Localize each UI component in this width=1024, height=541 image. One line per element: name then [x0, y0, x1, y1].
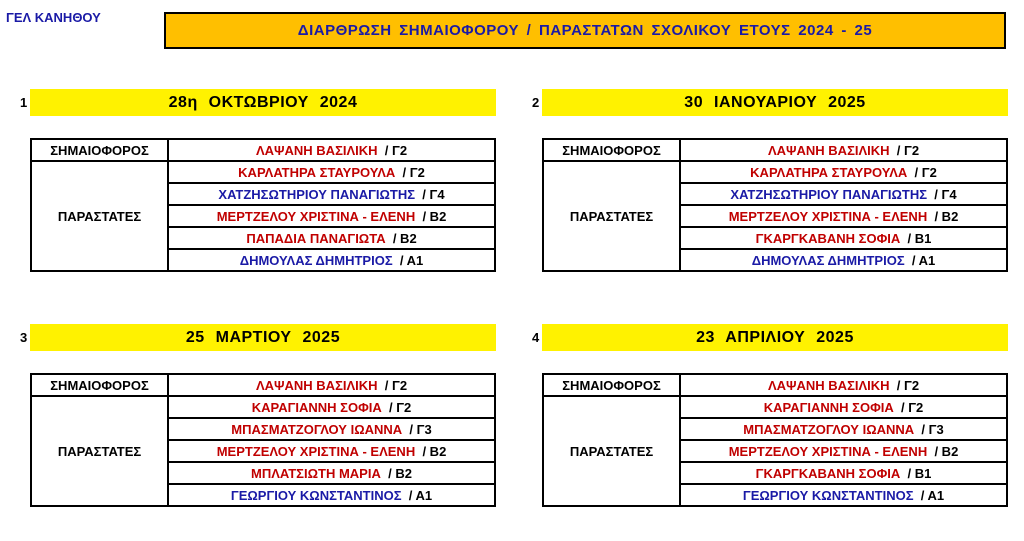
- section-number: 1: [20, 95, 28, 110]
- person-class: / Γ2: [384, 377, 408, 393]
- person-name: ΓΚΑΡΓΚΑΒΑΝΗ ΣΟΦΙΑ: [755, 230, 901, 246]
- escorts-label: ΠΑΡΑΣΤΑΤΕΣ: [31, 161, 168, 271]
- person-name: ΜΕΡΤΖΕΛΟΥ ΧΡΙΣΤΙΝΑ - ΕΛΕΝΗ: [216, 443, 416, 459]
- section-number: 2: [532, 95, 540, 110]
- person-name: ΓΕΩΡΓΙΟΥ ΚΩΝΣΤΑΝΤΙΝΟΣ: [230, 487, 402, 503]
- person-class: / Β2: [934, 443, 959, 459]
- person-name: ΚΑΡΛΑΤΗΡΑ ΣΤΑΥΡΟΥΛΑ: [238, 164, 396, 180]
- person-name: ΠΑΠΑΔΙΑ ΠΑΝΑΓΙΩΤΑ: [246, 230, 386, 246]
- person-name: ΧΑΤΖΗΣΩΤΗΡΙΟΥ ΠΑΝΑΓΙΩΤΗΣ: [730, 186, 928, 202]
- person-class: / Β1: [907, 230, 932, 246]
- person-cell: [680, 205, 1007, 227]
- flag-bearer-row: [543, 139, 1007, 161]
- person-class: / Β1: [907, 465, 932, 481]
- person-class: / Γ2: [901, 399, 924, 415]
- person-name: ΜΕΡΤΖΕΛΟΥ ΧΡΙΣΤΙΝΑ - ΕΛΕΝΗ: [216, 208, 416, 224]
- escorts-label: ΠΑΡΑΣΤΑΤΕΣ: [543, 396, 680, 506]
- person-name: ΛΑΨΑΝΗ ΒΑΣΙΛΙΚΗ: [255, 142, 378, 158]
- person-class: / Γ3: [921, 421, 944, 437]
- person-class: / Γ4: [422, 186, 445, 202]
- person-class: / Β2: [934, 208, 959, 224]
- person-cell: [680, 440, 1007, 462]
- person-class: / Γ2: [896, 142, 920, 158]
- person-cell: [680, 462, 1007, 484]
- person-cell: [680, 227, 1007, 249]
- person-name: ΛΑΨΑΝΗ ΒΑΣΙΛΙΚΗ: [767, 377, 890, 393]
- person-name: ΔΗΜΟΥΛΑΣ ΔΗΜΗΤΡΙΟΣ: [239, 252, 393, 268]
- document-title: ΔΙΑΡΘΡΩΣΗ ΣΗΜΑΙΟΦΟΡΟΥ / ΠΑΡΑΣΤΑΤΩΝ ΣΧΟΛΙΚΟΥ ΕΤΟΥΣ 2024 - 25: [164, 12, 1006, 49]
- school-name: ΓΕΛ ΚΑΝΗΘΟΥ: [6, 10, 101, 25]
- person-cell: [680, 374, 1007, 396]
- person-name: ΚΑΡΛΑΤΗΡΑ ΣΤΑΥΡΟΥΛΑ: [750, 164, 908, 180]
- person-class: / Γ2: [389, 399, 412, 415]
- person-class: / Γ4: [934, 186, 957, 202]
- person-name: ΜΠΑΣΜΑΤΖΟΓΛΟΥ ΙΩΑΝΝΑ: [743, 421, 915, 437]
- person-cell: [168, 374, 495, 396]
- person-name: ΓΕΩΡΓΙΟΥ ΚΩΝΣΤΑΝΤΙΝΟΣ: [742, 487, 914, 503]
- person-name: ΜΠΛΑΤΣΙΩΤΗ ΜΑΡΙΑ: [251, 465, 381, 481]
- flag-bearer-label: ΣΗΜΑΙΟΦΟΡΟΣ: [543, 374, 680, 396]
- person-cell: [680, 161, 1007, 183]
- person-class: / Γ2: [384, 142, 408, 158]
- person-class: / Α1: [911, 252, 936, 268]
- person-cell: [168, 396, 495, 418]
- escort-row: [543, 161, 1007, 183]
- person-name: ΓΚΑΡΓΚΑΒΑΝΗ ΣΟΦΙΑ: [755, 465, 901, 481]
- escort-row: [31, 161, 495, 183]
- flag-bearer-row: [31, 139, 495, 161]
- roster-table: [30, 138, 496, 272]
- person-name: ΜΕΡΤΖΕΛΟΥ ΧΡΙΣΤΙΝΑ - ΕΛΕΝΗ: [728, 208, 928, 224]
- person-name: ΧΑΤΖΗΣΩΤΗΡΙΟΥ ΠΑΝΑΓΙΩΤΗΣ: [218, 186, 416, 202]
- person-class: / Α1: [920, 487, 945, 503]
- event-date: 30 ΙΑΝΟΥΑΡΙΟΥ 2025: [542, 89, 1008, 116]
- person-name: ΛΑΨΑΝΗ ΒΑΣΙΛΙΚΗ: [767, 142, 890, 158]
- person-class: / Α1: [399, 252, 424, 268]
- person-name: ΚΑΡΑΓΙΑΝΝΗ ΣΟΦΙΑ: [763, 399, 894, 415]
- roster-table: [542, 138, 1008, 272]
- section-number: 3: [20, 330, 28, 345]
- person-class: / Β2: [422, 208, 447, 224]
- person-cell: [168, 484, 495, 506]
- person-cell: [168, 440, 495, 462]
- person-cell: [168, 161, 495, 183]
- person-cell: [168, 139, 495, 161]
- person-class: / Γ2: [402, 164, 425, 180]
- person-name: ΛΑΨΑΝΗ ΒΑΣΙΛΙΚΗ: [255, 377, 378, 393]
- event-date: 28η ΟΚΤΩΒΡΙΟΥ 2024: [30, 89, 496, 116]
- event-date: 23 ΑΠΡΙΛΙΟΥ 2025: [542, 324, 1008, 351]
- person-cell: [168, 418, 495, 440]
- flag-bearer-label: ΣΗΜΑΙΟΦΟΡΟΣ: [543, 139, 680, 161]
- person-cell: [168, 183, 495, 205]
- person-class: / Γ3: [409, 421, 432, 437]
- escorts-label: ΠΑΡΑΣΤΑΤΕΣ: [543, 161, 680, 271]
- person-name: ΔΗΜΟΥΛΑΣ ΔΗΜΗΤΡΙΟΣ: [751, 252, 905, 268]
- person-class: / Β2: [388, 465, 412, 481]
- flag-bearer-row: [543, 374, 1007, 396]
- person-cell: [680, 418, 1007, 440]
- person-cell: [680, 396, 1007, 418]
- person-cell: [680, 249, 1007, 271]
- person-name: ΚΑΡΑΓΙΑΝΝΗ ΣΟΦΙΑ: [251, 399, 382, 415]
- person-cell: [168, 462, 495, 484]
- person-name: ΜΠΑΣΜΑΤΖΟΓΛΟΥ ΙΩΑΝΝΑ: [231, 421, 403, 437]
- event-date: 25 ΜΑΡΤΙΟΥ 2025: [30, 324, 496, 351]
- section-number: 4: [532, 330, 540, 345]
- escort-row: [543, 396, 1007, 418]
- escorts-label: ΠΑΡΑΣΤΑΤΕΣ: [31, 396, 168, 506]
- flag-bearer-label: ΣΗΜΑΙΟΦΟΡΟΣ: [31, 374, 168, 396]
- roster-table: [542, 373, 1008, 507]
- person-cell: [680, 183, 1007, 205]
- flag-bearer-row: [31, 374, 495, 396]
- person-cell: [680, 139, 1007, 161]
- person-cell: [168, 249, 495, 271]
- escort-row: [31, 396, 495, 418]
- person-class: / Γ2: [914, 164, 937, 180]
- person-class: / Β2: [392, 230, 417, 246]
- person-class: / Β2: [422, 443, 447, 459]
- person-cell: [168, 227, 495, 249]
- person-cell: [168, 205, 495, 227]
- roster-table: [30, 373, 496, 507]
- person-class: / Α1: [408, 487, 433, 503]
- person-cell: [680, 484, 1007, 506]
- person-name: ΜΕΡΤΖΕΛΟΥ ΧΡΙΣΤΙΝΑ - ΕΛΕΝΗ: [728, 443, 928, 459]
- person-class: / Γ2: [896, 377, 920, 393]
- flag-bearer-label: ΣΗΜΑΙΟΦΟΡΟΣ: [31, 139, 168, 161]
